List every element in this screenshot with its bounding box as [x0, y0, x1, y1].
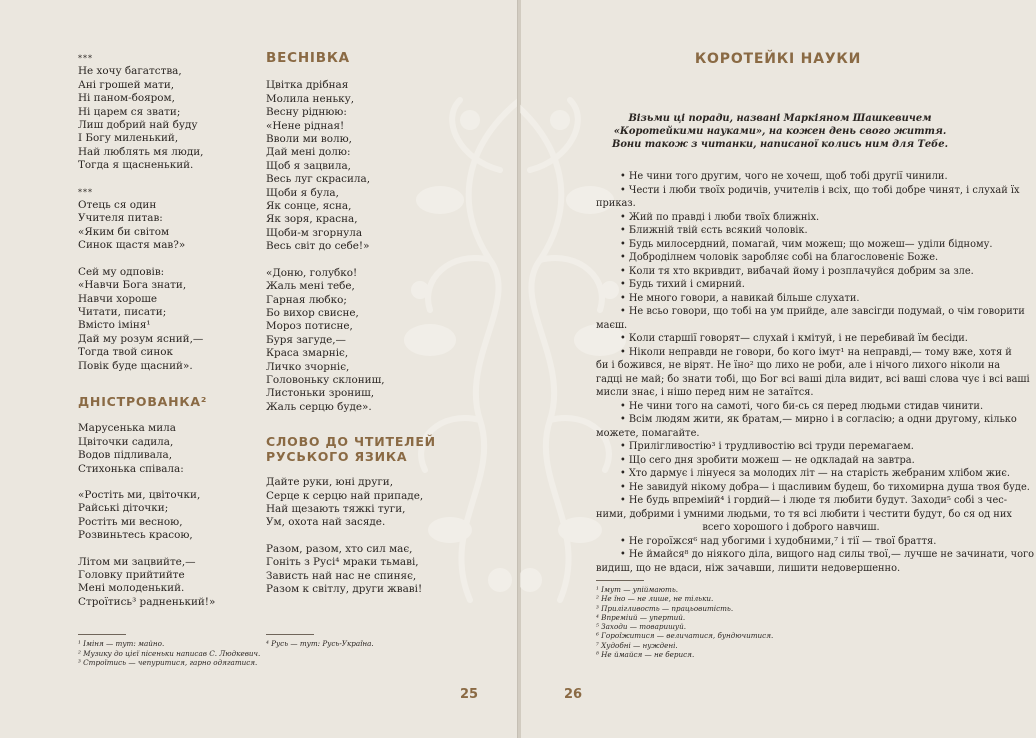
rule-item	[596, 332, 986, 346]
rule-line: • Що сего дня зробити можеш — не одкладай на завтра.	[620, 454, 915, 466]
rule-item	[596, 292, 986, 306]
poem-line: Ум, охота най засяде.	[266, 516, 386, 529]
rule-line: • Не чини того на самоті, чого би-сь ся перед людьми стидав чинити.	[620, 400, 984, 412]
page-number: 25	[460, 687, 479, 702]
intro-text	[590, 112, 970, 151]
footnotes	[596, 580, 773, 659]
poem-stanza	[78, 266, 248, 373]
intro-line: «Коротейкими науками», на кожен день свого життя.	[613, 126, 947, 137]
poem-line: Буря загуде,—	[266, 333, 346, 346]
poem-line: Молила неньку,	[266, 92, 355, 105]
footnote: ⁵ Заходи — товаришуй.	[596, 622, 686, 632]
poem-line: Синок щастя мав?»	[78, 239, 186, 252]
poem-line: І Богу миленький,	[78, 132, 179, 145]
footnote-rule	[596, 580, 644, 581]
rule-item	[596, 224, 986, 238]
poem-line: «Навчи Бога знати,	[78, 279, 187, 292]
poem-line: Щоб я зацвила,	[266, 159, 351, 172]
poem-line: Цвітка дрібная	[266, 79, 349, 92]
poem-stanza	[78, 422, 248, 476]
poem-line: Строїтись³ радненький!»	[78, 595, 216, 608]
poem-line: Гарная любко;	[266, 293, 347, 306]
rule-line: • Не всьо говори, що тобі на ум прийде, але завсігди подумай, о чім говорити	[620, 306, 1025, 317]
footnotes	[266, 634, 374, 649]
poem-line: Разом к світлу, други жваві!	[266, 583, 423, 595]
rule-line: • Будь милосердний, помагай, чим можеш; що можеш— уділи бідному.	[620, 238, 993, 250]
poem-line: Дайте руки, юні други,	[266, 476, 393, 489]
rule-line: • Всім людям жити, як братам,— мирно і в согласію; а одни другому, кілько	[620, 414, 1017, 425]
poem-line: Бо вихор свисне,	[266, 306, 359, 319]
poem-stanza	[78, 186, 248, 253]
asterisms: ***	[78, 187, 93, 197]
rule-line: • Коли старшії говорят— слухай і кмітуй, і не перебивай їм бесіди.	[620, 333, 968, 344]
poem-line: Весну ріднюю:	[266, 106, 347, 119]
poem-line: Учителя питав:	[78, 212, 163, 225]
rule-item	[596, 481, 1030, 495]
poem-line: Листоньки зрониш,	[266, 387, 375, 400]
poem-line: Стихонька співала:	[78, 462, 184, 475]
poem-line: Ні паном-боярoм,	[78, 92, 175, 105]
poem-stanza	[266, 543, 436, 597]
rule-item	[596, 440, 986, 454]
right-page	[520, 0, 1036, 738]
footnote: ¹ Іміня — тут: майно.	[78, 639, 165, 648]
rule-item	[596, 265, 986, 279]
footnote: ¹ Імут — упіймають.	[596, 585, 679, 594]
footnote: ² Не їно — не лише, не тільки.	[596, 594, 714, 604]
rule-line: • Хто дармує і лінуеся за молодих літ — на старість жебраним хлібом жиє.	[620, 468, 1011, 479]
poem-title-line: РУСЬКОГО ЯЗИКА	[266, 449, 408, 465]
rule-item	[596, 467, 1011, 481]
poem-line: Весь луг скрасила,	[266, 173, 371, 186]
poem-line: Дай му розум ясний,—	[78, 332, 204, 345]
rule-line: • Не будь впреміий⁴ і гордий— і люде тя любити будут. Заходи⁵ собі з чес-	[620, 495, 1008, 506]
poem-stanza	[78, 489, 248, 543]
rule-item	[596, 305, 1025, 332]
rule-line: би і божився, не вірят. Не їно² що лихо не роби, але і нічого лихого ніколи на	[596, 360, 1001, 371]
poem-line: Цвіточки садила,	[78, 435, 174, 448]
poem-line: Личко зчорніє,	[266, 360, 350, 373]
rule-line: • Не гороїжся⁶ над убогими і худобними,⁷ і тії — твої браття.	[620, 535, 937, 547]
footnote: ⁴ Русь — тут: Русь-Україна.	[266, 639, 374, 648]
poem-line: Весь світ до себе!»	[266, 240, 370, 253]
left-column	[78, 52, 248, 622]
poem-line: Ростіть ми весною,	[78, 515, 183, 528]
poem-line: Головку прийтийте	[78, 569, 185, 581]
poem-line: Марусенька мила	[78, 422, 176, 435]
rule-line: можете, помагайте.	[596, 427, 700, 439]
rule-line: • Ніколи неправди не говори, бо кого імут¹ на неправді,— тому вже, хотя й	[620, 346, 1012, 358]
rule-item	[596, 170, 986, 184]
intro-line: Візьми ці поради, названі Маркіяном Шашкевичем	[628, 113, 932, 124]
poem-line: Як сонце, ясна,	[266, 200, 352, 213]
poem-line: Лиш добрий най буду	[78, 119, 198, 132]
rule-item	[596, 251, 986, 265]
poem-line: «Нене рідная!	[266, 119, 345, 132]
poem-line: Жаль мені тебе,	[266, 280, 355, 293]
rule-line: • Прилігливостію³ і трудливостію всі труди перемагаем.	[620, 441, 914, 452]
poem-title	[266, 434, 436, 464]
rule-line: маєш.	[596, 319, 628, 331]
rule-item	[596, 548, 1035, 575]
asterisms: ***	[78, 54, 93, 63]
rule-line: • Не ймайся⁸ до ніякого діла, вищого над силы твої,— лучше не зачинати, чого	[620, 549, 1035, 560]
rule-item	[596, 278, 986, 292]
rule-item	[596, 211, 986, 225]
poem-line: Читати, писати;	[78, 305, 167, 318]
poem-line: Отець ся один	[78, 199, 157, 212]
poem-line: Вмісто іміня¹	[78, 319, 151, 332]
poem-line: Водов підливала,	[78, 449, 173, 462]
rule-line: • Жий по правді і люби твоїх ближніх.	[620, 211, 820, 223]
footnote: ⁸ Не ймайся — не берися.	[596, 650, 695, 660]
poem-line: «Яким би світом	[78, 225, 170, 238]
poem-line: Головоньку склониш,	[266, 373, 385, 386]
poem-line: Щоби-м згорнула	[266, 226, 363, 239]
poem-line: Гоніть з Русі⁴ мраки тьмаві,	[266, 556, 419, 569]
footnote: ⁴ Впреміий — упертий.	[596, 612, 686, 622]
poem-stanza	[78, 556, 248, 610]
poem-line: Краса змарніє,	[266, 347, 349, 360]
poem-line: Розвиньтесь красою,	[78, 529, 193, 542]
footnote: ⁷ Худобні — нуждені.	[596, 640, 678, 650]
poem-stanza	[78, 52, 248, 173]
poem-stanza	[266, 476, 436, 530]
rule-line: гадці не май; бо знати тобі, що Бог всі ваші діла видит, всі ваші слова чує і всі ваші	[596, 373, 1030, 385]
poem-line: Повік буде щасний».	[78, 359, 193, 372]
rule-line: • Не много говори, а навикай більше слухати.	[620, 292, 860, 304]
footnote: ³ Строїтись — чепуритися, гарно одягатися.	[78, 658, 258, 668]
footnote-rule	[266, 634, 314, 635]
poem-title: ВЕСНІВКА	[266, 50, 350, 66]
footnote: ² Музику до цієї пісеньки написав С. Людкевич.	[78, 648, 261, 658]
page-number: 26	[564, 687, 583, 702]
rule-item	[596, 454, 986, 468]
rule-item	[596, 346, 1030, 400]
footnote: ³ Прилігливость — працьовитість.	[596, 603, 734, 613]
rule-line: • Не завидуй нікому добра— і щасливим будеш, бо тихомирна душа твоя буде.	[620, 481, 1030, 493]
poem-line: Мороз потисне,	[266, 320, 353, 333]
poem-line: Як зоря, красна,	[266, 213, 358, 226]
section-title: КОРОТЕЙКІ НАУКИ	[694, 51, 862, 67]
poem-stanza	[266, 79, 436, 253]
rule-line: • Доброділнем чоловік заробляє собі на благословеніє Боже.	[620, 252, 939, 263]
rule-item	[596, 238, 993, 252]
rule-line: • Будь тихий і смирний.	[620, 279, 745, 290]
rule-item	[596, 400, 986, 414]
poem-line: Ані грошей мати,	[78, 78, 175, 91]
intro-line: Вони також з читанки, написаної колись ним для Тебе.	[611, 139, 949, 150]
poem-line: Серце к серцю най припаде,	[266, 489, 424, 502]
poem-line: Щоби я була,	[266, 186, 339, 199]
poem-title-line: СЛОВО ДО ЧТИТЕЛЕЙ	[266, 434, 436, 450]
poem-line: Тогда твой синок	[78, 346, 174, 359]
rule-line: • Не чини того другим, чого не хочеш, щоб тобі другії чинили.	[620, 171, 948, 182]
footnote-rule	[78, 634, 126, 635]
rule-line: ними, добрими і умними людьми, то тя всі любити і честити будут, бо ся од них	[596, 508, 1012, 520]
poem-line: Тогда я щасненький.	[78, 159, 194, 172]
right-column	[266, 52, 436, 609]
rule-line: • Чести і люби твоїх родичів, учителів і всіх, що тобі добре чинят, і слухай їх	[620, 184, 1020, 196]
poem-line: Райські діточки;	[78, 502, 169, 515]
poem-line: Мені молоденький.	[78, 582, 185, 595]
poem-line: Літом ми зацвийте,—	[78, 555, 196, 568]
rule-line: • Коли тя хто вкривдит, вибачай йому і розплачуйся добрим за зле.	[620, 265, 974, 277]
rules-list	[596, 170, 1035, 575]
poem-stanza	[266, 267, 436, 414]
poem-line: Навчи хороше	[78, 292, 158, 305]
poem-line: «Ростіть ми, цвіточки,	[78, 488, 201, 501]
rule-line: мисли знає, і нішо перед ним не затаїтся.	[596, 387, 814, 398]
poem-line: Сей му одповів:	[78, 265, 165, 278]
poem-line: Вволи ми волю,	[266, 133, 352, 146]
poem-line: Не хочу багатства,	[78, 65, 182, 78]
rule-line: всего хорошого і доброго навчиш.	[702, 522, 880, 533]
rule-item	[596, 413, 1017, 440]
poem-line: Ні царем ся звати;	[78, 105, 181, 118]
rule-line: видиш, що не вдаси, ніж зачавши, лишити недовершенно.	[596, 562, 901, 574]
poem-line: Разом, разом, хто сил має,	[266, 542, 413, 555]
footnote: ⁶ Гороїжитися — величатися, бундючитися.	[596, 631, 774, 641]
poem-title: ДНІСТРОВАНКА²	[78, 393, 208, 409]
poem-line: Дай мені долю:	[266, 146, 351, 159]
poem-line: Най щезають тяжкі туги,	[266, 502, 406, 515]
rule-item	[596, 184, 1020, 211]
rule-item	[596, 494, 1012, 535]
poem-line: Жаль серцю буде».	[266, 400, 372, 413]
rule-line: приказ.	[596, 198, 636, 209]
poem-line: Най люблять мя люди,	[78, 145, 204, 158]
rule-item	[596, 535, 986, 549]
rule-line: • Ближній твій єсть всякий чоловік.	[620, 225, 808, 236]
footnotes	[78, 634, 260, 668]
poem-line: Зависть най нас не спиняє,	[266, 569, 417, 582]
poem-line: «Доню, голубко!	[266, 266, 358, 279]
